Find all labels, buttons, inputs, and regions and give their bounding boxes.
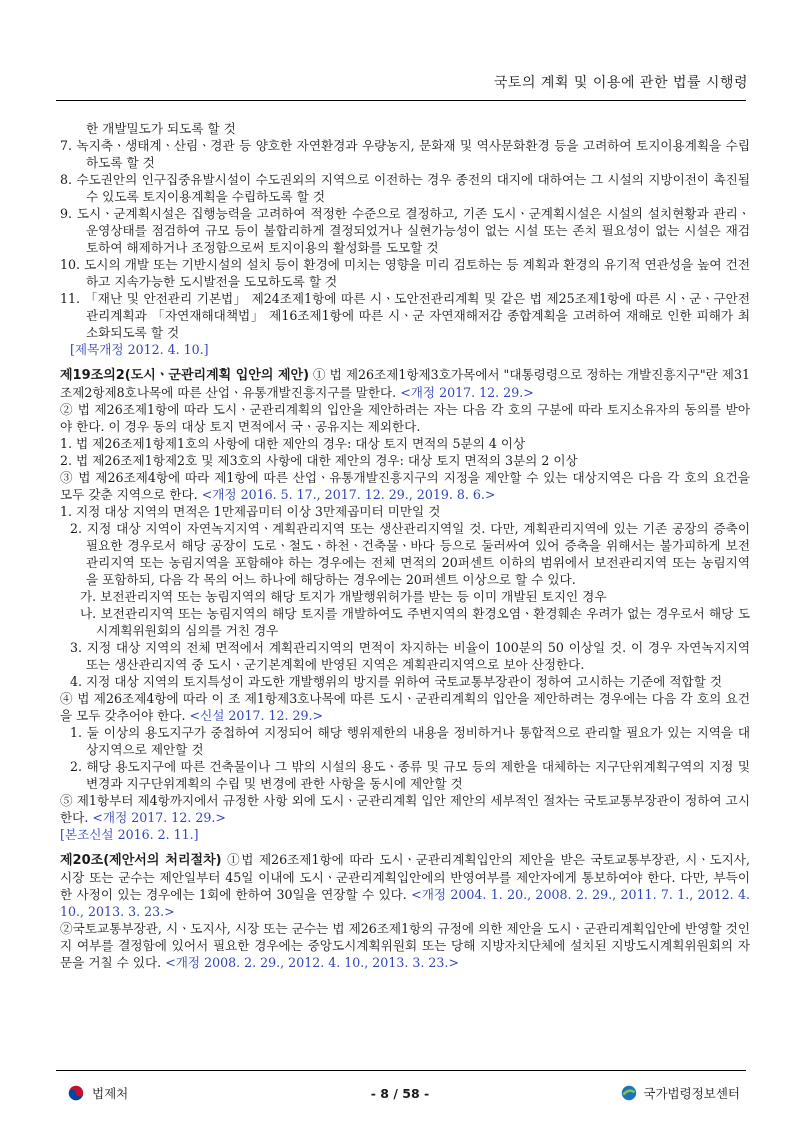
amendment-note: <신설 2017. 12. 29.> [189, 708, 324, 723]
paragraph-text: ①법 제26조제1항에 따라 도시ㆍ군관리계획입안의 제안을 받은 국토교통부장관, 시ㆍ도지사, 시장 또는 군수는 제안일부터 45일 이내에 도시ㆍ군관리계획입안에의 반영여부를 제안자에게 통보하여야 한다. 다만, 부득이한 사정이 있는 경우에는 1회에 한하여 30일을 연장할 수 있다. [60, 852, 750, 902]
paragraph-text: ④ 법 제26조제4항에 따라 이 조 제1항제3호나목에 따른 도시ㆍ군관리계획의 입안을 제안하려는 경우에는 다음 각 호의 요건을 모두 갖추어야 한다. [60, 691, 750, 723]
list-item: 4. 지정 대상 지역의 토지특성이 과도한 개발행위의 방지를 위하여 국토교통부장관이 정하여 고시하는 기준에 적합할 것 [70, 674, 723, 689]
paragraph-text: ⑤ 제1항부터 제4항까지에서 규정한 사항 외에 도시ㆍ군관리계획 입안 제안의 세부적인 절차는 국토교통부장관이 정하여 고시한다. [60, 793, 750, 825]
amendment-note: <개정 2016. 5. 17., 2017. 12. 29., 2019. 8. 6.> [201, 487, 496, 502]
article-title: 제20조(제안서의 처리절차) [60, 853, 222, 868]
list-item: 3. 지정 대상 지역의 전체 면적에서 계획관리지역의 면적이 차지하는 비율이 100분의 50 이상일 것. 이 경우 자연녹지지역 또는 생산관리지역 중 도시ㆍ군기본계획에 반영된 지역은 계획관리지역으로 보아 산정한다. [70, 640, 750, 672]
list-item: 1. 둘 이상의 용도지구가 중첩하여 지정되어 해당 행위제한의 내용을 정비하거나 통합적으로 관리할 필요가 있는 지역을 대상지역으로 제안할 것 [70, 725, 750, 757]
sub-item: 나. 보전관리지역 또는 농림지역의 해당 토지를 개발하여도 주변지역의 환경오염ㆍ환경훼손 우려가 없는 경우로서 해당 도시계획위원회의 심의를 거친 경우 [80, 606, 750, 638]
list-item: 1. 지정 대상 지역의 면적은 1만제곱미터 이상 3만제곱미터 미만일 것 [60, 504, 441, 519]
amendment-note: <개정 2017. 12. 29.> [400, 385, 534, 400]
amendment-note: <개정 2004. 1. 20., 2008. 2. 29., 2011. 7. 1., 2012. 4. 10., 2013. 3. 23.> [60, 887, 750, 919]
paragraph-text: ① 법 제26조제1항제3호가목에서 "대통령령으로 정하는 개발진흥지구"란 제31조제2항제8호나목에 따른 산업ㆍ유통개발진흥지구를 말한다. [60, 367, 750, 400]
article-title: 제19조의2(도시ㆍ군관리계획 입안의 제안) [60, 368, 310, 383]
list-item: 1. 법 제26조제1항제1호의 사항에 대한 제안의 경우: 대상 토지 면적의 5분의 4 이상 [60, 436, 526, 451]
paragraph-text: ③ 법 제26조제4항에 따라 제1항에 따른 산업ㆍ유통개발진흥지구의 지정을 제안할 수 있는 대상지역은 다음 각 호의 요건을 모두 갖춘 지역으로 한다. [60, 470, 750, 502]
list-item: 9. 도시ㆍ군계획시설은 집행능력을 고려하여 적정한 수준으로 결정하고, 기존 도시ㆍ군계획시설은 시설의 설치현황과 관리ㆍ운영상태를 점검하여 규모 등이 불합리하게 결정되었거나 실현가능성이 없는 시설 또는 존치 필요성이 없는 시설은 재검토하여 해제하거나 조정함으로써 토지이용의 활성화를 도모할 것 [60, 206, 750, 255]
paragraph [60, 469, 750, 503]
list-item: 10. 도시의 개발 또는 기반시설의 설치 등이 환경에 미치는 영향을 미리 검토하는 등 계획과 환경의 유기적 연관성을 높여 건전하고 지속가능한 도시발전을 도모하도록 할 것 [60, 257, 750, 289]
paragraph [60, 690, 750, 724]
paragraph [60, 920, 750, 971]
article-20-paragraph-1 [60, 851, 750, 920]
law-info-center-logo-icon [621, 1085, 637, 1101]
amendment-note: <개정 2008. 2. 29., 2012. 4. 10., 2013. 3. 23.> [165, 955, 459, 970]
sub-item: 가. 보전관리지역 또는 농림지역의 해당 토지가 개발행위허가를 받는 등 이미 개발된 토지인 경우 [80, 589, 607, 604]
list-item: 한 개발밀도가 되도록 할 것 [86, 121, 236, 136]
footer-right [621, 1084, 740, 1102]
paragraph [60, 792, 750, 826]
footer-divider [56, 1070, 746, 1071]
amendment-note: <개정 2017. 12. 29.> [92, 810, 226, 825]
document-body [60, 120, 750, 971]
article-19-2-paragraph-1 [60, 366, 750, 401]
page-number: - 8 / 58 - [370, 1086, 430, 1101]
list-item: 2. 법 제26조제1항제2호 및 제3호의 사항에 대한 제안의 경우: 대상 토지 면적의 3분의 2 이상 [60, 453, 578, 468]
paragraph: ② 법 제26조제1항에 따라 도시ㆍ군관리계획의 입안을 제안하려는 자는 다음 각 호의 구분에 따라 토지소유자의 동의를 받아야 한다. 이 경우 동의 대상 토지 면적에서 국ㆍ공유지는 제외한다. [60, 402, 750, 434]
footer-center-label: 국가법령정보센터 [643, 1086, 740, 1101]
paragraph-text: ②국토교통부장관, 시ㆍ도지사, 시장 또는 군수는 법 제26조제1항의 규정에 의한 제안을 도시ㆍ군관리계획입안에 반영할 것인지 여부를 결정함에 있어서 필요한 경우에는 중앙도시계획위원회 또는 당해 지방자치단체에 설치된 지방도시계획위원회의 자문을 거칠 수 있다. [60, 921, 750, 970]
header-divider [56, 100, 746, 101]
list-item: 7. 녹지축ㆍ생태계ㆍ산림ㆍ경관 등 양호한 자연환경과 우량농지, 문화재 및 역사문화환경 등을 고려하여 토지이용계획을 수립하도록 할 것 [60, 138, 750, 170]
header-title: 국토의 계획 및 이용에 관한 법률 시행령 [493, 75, 748, 91]
list-item: 2. 해당 용도지구에 따른 건축물이나 그 밖의 시설의 용도ㆍ종류 및 규모 등의 제한을 대체하는 지구단위계획구역의 지정 및 변경과 지구단위계획의 수립 및 변경에 관한 사항을 동시에 제안할 것 [70, 759, 750, 791]
list-item: 11. 「재난 및 안전관리 기본법」 제24조제1항에 따른 시ㆍ도안전관리계획 및 같은 법 제25조제1항에 따른 시ㆍ군ㆍ구안전관리계획과 「자연재해대책법」 제16조제1항에 따른 시ㆍ군 자연재해저감 종합계획을 고려하여 재해로 인한 피해가 최소화되도록 할 것 [60, 291, 750, 340]
footer-org-label: 법제처 [92, 1086, 129, 1101]
page-footer [0, 1078, 800, 1108]
amendment-note: [본조신설 2016. 2. 11.] [60, 827, 199, 842]
list-item: 8. 수도권안의 인구집중유발시설이 수도권외의 지역으로 이전하는 경우 종전의 대지에 대하여는 그 시설의 지방이전이 촉진될 수 있도록 토지이용계획을 수립하도록 할 것 [60, 172, 750, 204]
list-item: 2. 지정 대상 지역이 자연녹지지역ㆍ계획관리지역 또는 생산관리지역일 것. 다만, 계획관리지역에 있는 기존 공장의 증축이 필요한 경우로서 해당 공장이 도로ㆍ철도ㆍ하천ㆍ건축물ㆍ바다 등으로 둘러싸여 있어 증축을 위해서는 불가피하게 보전관리지역 또는 농림지역을 포함해야 하는 경우에는 전체 면적의 20퍼센트 이하의 범위에서 보전관리지역 또는 농림지역을 포함하되, 다음 각 목의 어느 하나에 해당하는 경우에는 20퍼센트 이상으로 할 수 있다. [70, 521, 750, 587]
amendment-note: [제목개정 2012. 4. 10.] [70, 342, 209, 357]
